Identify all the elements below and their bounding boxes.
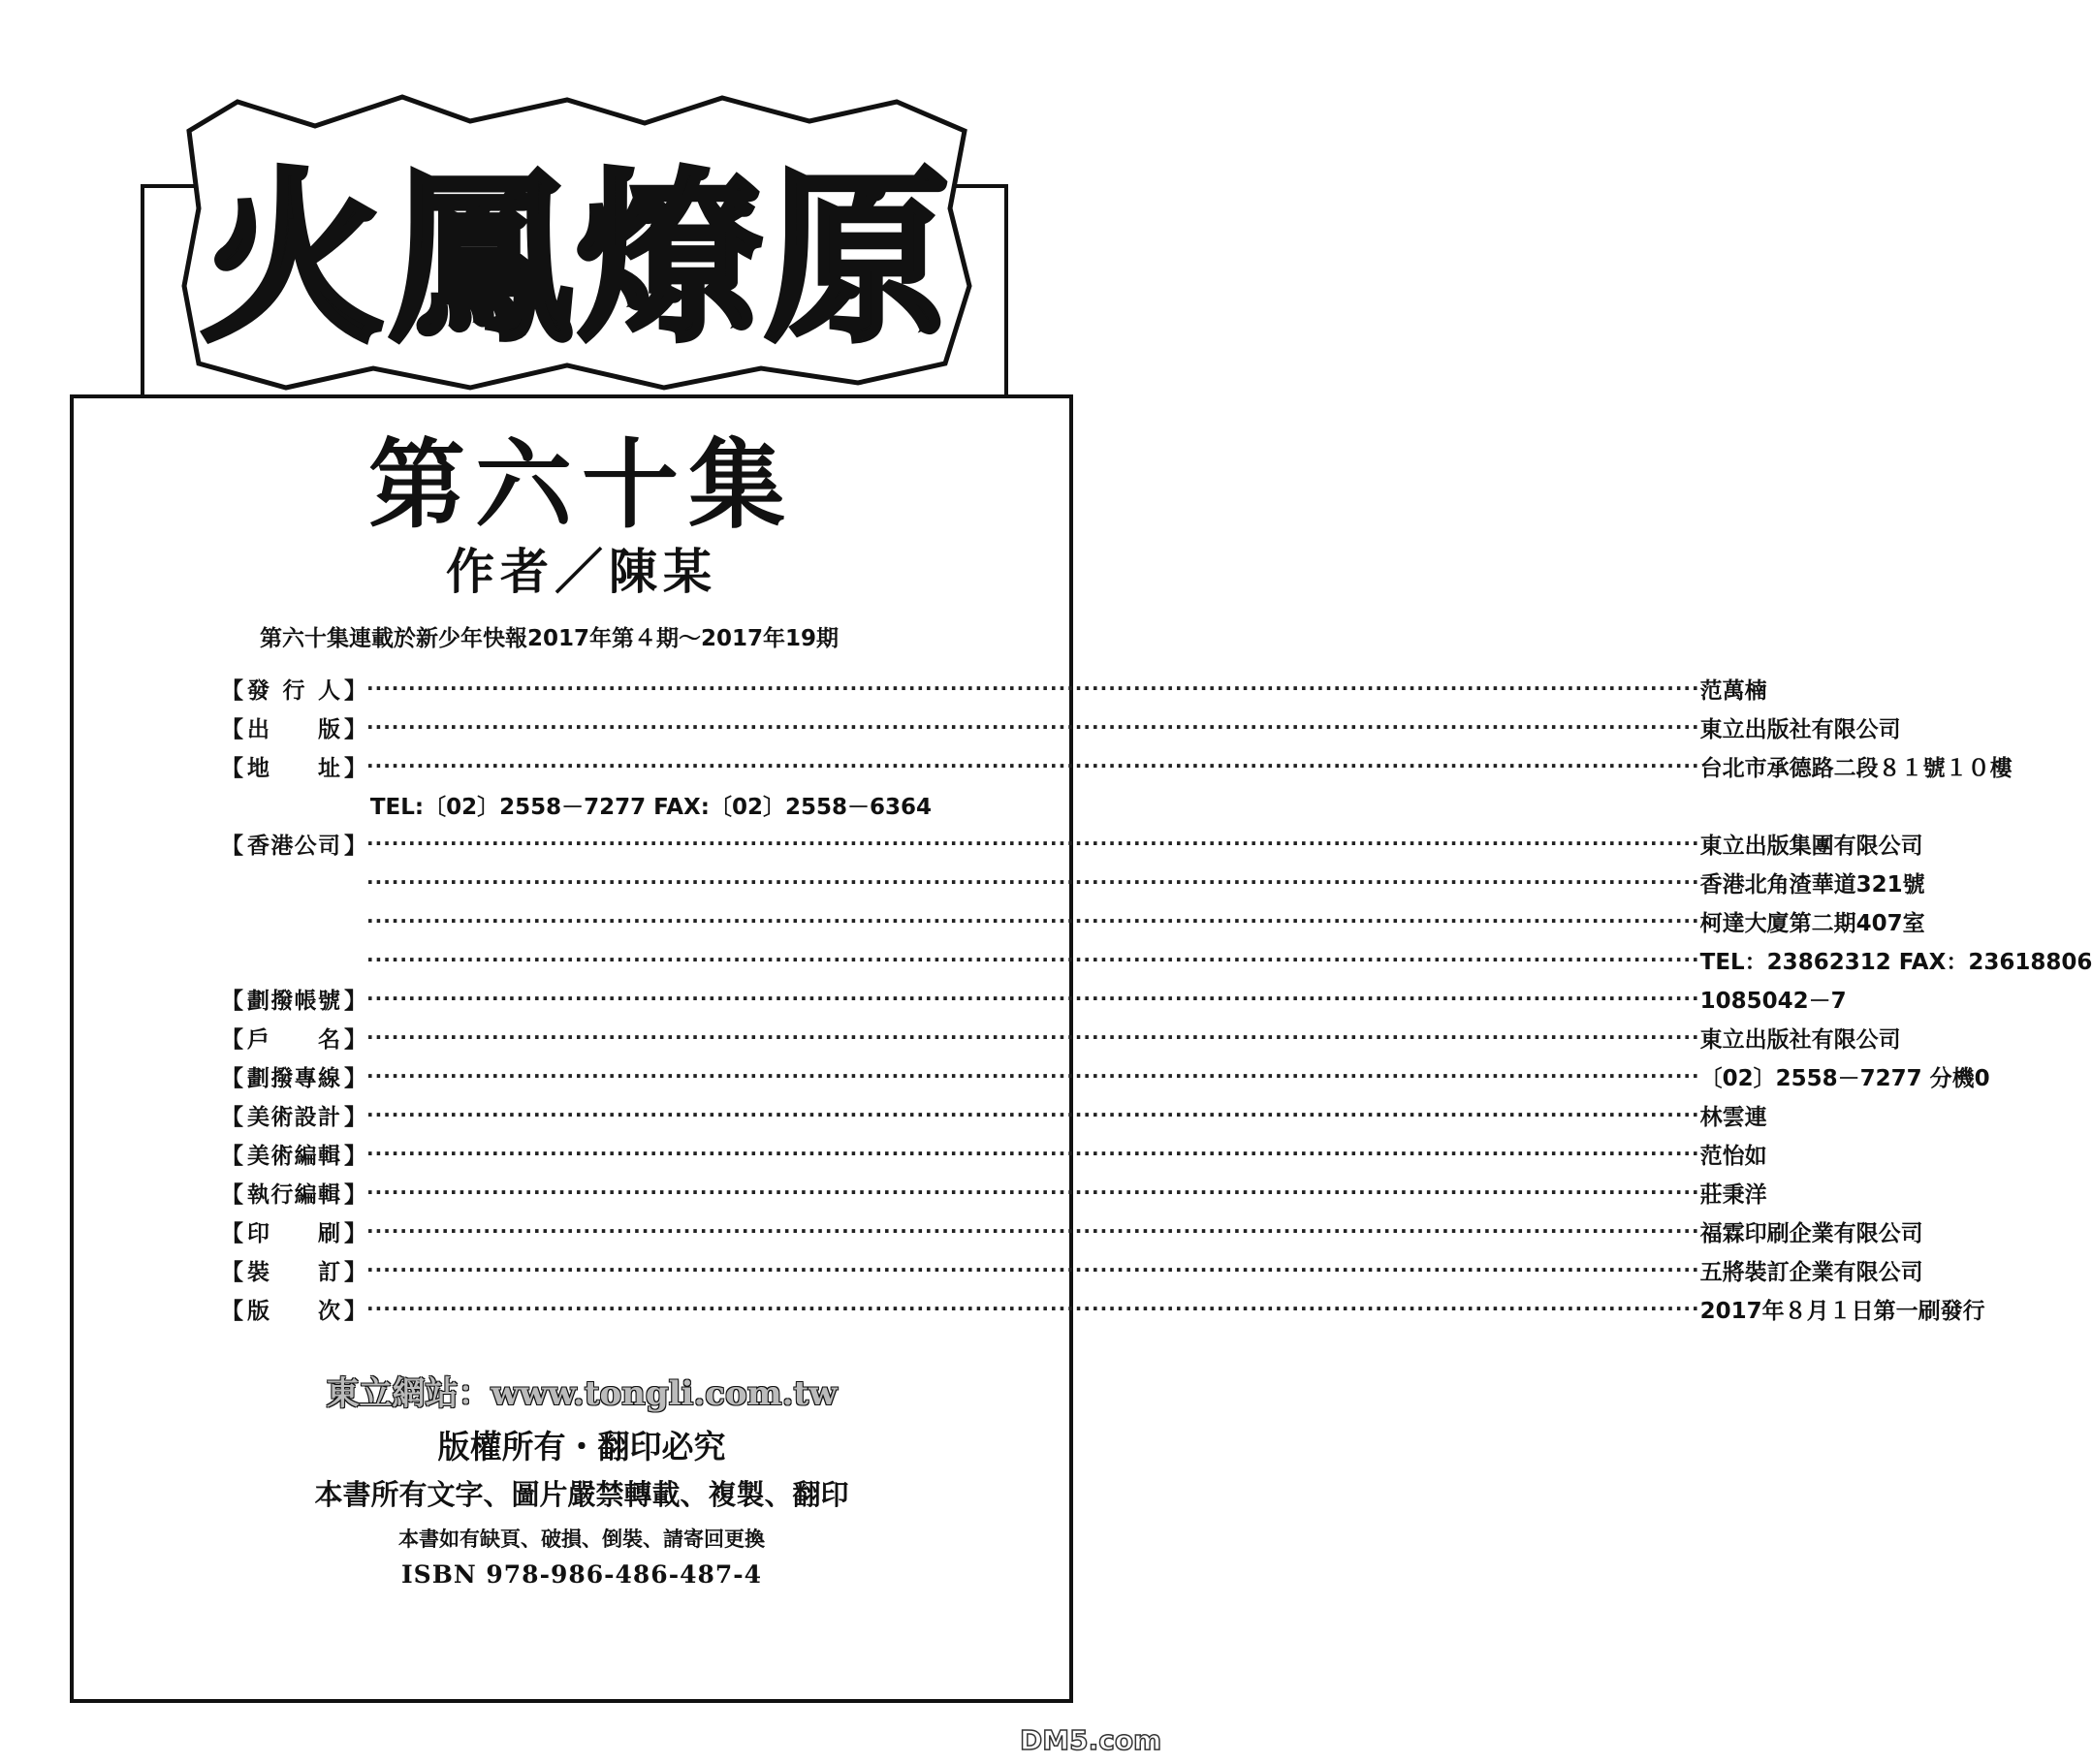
- imprint-label: 【 地 址 】: [221, 750, 366, 782]
- title-text: 火鳳燎原: [200, 152, 954, 366]
- imprint-label: 【 裝 訂 】: [221, 1254, 366, 1286]
- imprint-row: [221, 708, 1901, 746]
- author-line: 作者／陳某: [446, 544, 717, 600]
- imprint-value: 1085042－7: [1699, 988, 1847, 1014]
- imprint-label: 【 美 術 編 輯 】: [221, 1138, 366, 1170]
- title-logo: [179, 92, 974, 393]
- leader-dots: ································································································································································: [366, 1103, 1700, 1126]
- imprint-value: 福霖印刷企業有限公司: [1699, 1220, 1923, 1246]
- imprint-list: [221, 669, 2092, 1328]
- imprint-value: 柯達大廈第二期407室: [1699, 910, 1925, 936]
- reprint-notice: 本書所有文字、圖片嚴禁轉載、複製、翻印: [314, 1478, 849, 1511]
- replacement-notice: 本書如有缺頁、破損、倒裝、請寄回更換: [398, 1528, 765, 1551]
- imprint-row: [221, 1250, 1923, 1289]
- imprint-value: 莊秉洋: [1699, 1181, 1767, 1208]
- leader-dots: ································································································································································: [366, 1219, 1700, 1243]
- leader-dots: ································································································································································: [366, 1258, 1700, 1281]
- imprint-contact-line: TEL:〔02〕2558－7277 FAX:〔02〕2558－6364: [369, 794, 932, 820]
- imprint-label-text: 劃 撥 帳 號: [247, 988, 340, 1014]
- imprint-label-text: 版 次: [247, 1298, 340, 1324]
- imprint-label-text: 執 行 編 輯: [247, 1181, 340, 1208]
- imprint-label-text: 美 術 編 輯: [247, 1143, 340, 1169]
- website: [0, 1367, 1163, 1414]
- imprint-label-text: 裝 訂: [247, 1259, 340, 1285]
- imprint-label-text: 劃 撥 專 線: [247, 1065, 340, 1091]
- imprint-row: [221, 1173, 1767, 1212]
- volume-title: 第六十集: [368, 427, 795, 542]
- imprint-row: [221, 979, 1847, 1018]
- imprint-value: 范萬楠: [1699, 677, 1767, 704]
- leader-dots: ································································································································································: [366, 1142, 1700, 1165]
- imprint-value: TEL：23862312 FAX：23618806: [1699, 949, 2092, 975]
- leader-dots: ································································································································································: [366, 1064, 1700, 1087]
- imprint-row: [221, 1095, 1767, 1134]
- imprint-row: [221, 746, 2013, 785]
- imprint-row: [221, 863, 1925, 901]
- website-url: www.tongli.com.tw: [491, 1374, 838, 1413]
- leader-dots: ································································································································································: [366, 909, 1700, 932]
- imprint-row: [221, 1289, 1985, 1328]
- website-label: 東立網站：: [326, 1374, 491, 1413]
- imprint-label: 【 戶 名 】: [221, 1022, 366, 1054]
- imprint-value: 東立出版社有限公司: [1699, 716, 1901, 742]
- leader-dots: ································································································································································: [366, 1181, 1700, 1204]
- imprint-row: [221, 901, 1925, 940]
- imprint-label: 【 印 刷 】: [221, 1215, 366, 1247]
- leader-dots: ································································································································································: [366, 1025, 1700, 1049]
- imprint-label-text: 香 港 公 司: [247, 833, 340, 859]
- leader-dots: ································································································································································: [366, 870, 1700, 894]
- watermark-logo: [1018, 1720, 1162, 1759]
- imprint-label-text: 地 址: [247, 755, 340, 781]
- imprint-value: 東立出版集團有限公司: [1699, 833, 1923, 859]
- isbn: ISBN 978-986-486-487-4: [400, 1560, 763, 1589]
- leader-dots: ································································································································································: [366, 715, 1700, 739]
- imprint-label-text: 印 刷: [247, 1220, 340, 1246]
- imprint-value: 台北市承德路二段８１號１０樓: [1699, 755, 2013, 781]
- imprint-row: [221, 1212, 1923, 1250]
- imprint-row: [221, 669, 1767, 708]
- imprint-value: 香港北角渣華道321號: [1699, 871, 1925, 898]
- watermark-text: DM5.com: [1020, 1724, 1162, 1756]
- imprint-value: 五將裝訂企業有限公司: [1699, 1259, 1923, 1285]
- imprint-row: [221, 1018, 1901, 1056]
- imprint-label: 【 版 次 】: [221, 1293, 366, 1325]
- leader-dots: ································································································································································: [366, 677, 1700, 700]
- imprint-label-text: 發 行 人: [247, 677, 340, 704]
- imprint-value: 范怡如: [1699, 1143, 1767, 1169]
- serialization-note: 第六十集連載於新少年快報2017年第４期～2017年19期: [260, 626, 840, 651]
- leader-dots: ································································································································································: [366, 1297, 1700, 1320]
- imprint-row: [221, 1134, 1767, 1173]
- imprint-label-text: 美 術 設 計: [247, 1104, 340, 1130]
- imprint-label: 【 劃 撥 帳 號 】: [221, 983, 366, 1015]
- imprint-value: 林雲連: [1699, 1104, 1767, 1130]
- imprint-label: 【 美 術 設 計 】: [221, 1099, 366, 1131]
- imprint-label: 【 發 行 人 】: [221, 673, 366, 705]
- imprint-value: 〔02〕2558－7277 分機0: [1699, 1065, 1990, 1091]
- imprint-label-text: 戶 名: [247, 1026, 340, 1053]
- leader-dots: ································································································································································: [366, 948, 1700, 971]
- imprint-label-text: 出 版: [247, 716, 340, 742]
- imprint-label: 【 執 行 編 輯 】: [221, 1177, 366, 1209]
- imprint-value: 2017年８月１日第一刷發行: [1699, 1298, 1985, 1324]
- imprint-label: 【 香 港 公 司 】: [221, 828, 366, 860]
- imprint-row: [221, 940, 2092, 979]
- leader-dots: ································································································································································: [366, 987, 1700, 1010]
- leader-dots: ································································································································································: [366, 832, 1700, 855]
- imprint-label: 【 出 版 】: [221, 711, 366, 743]
- leader-dots: ································································································································································: [366, 754, 1700, 777]
- imprint-label: 【 劃 撥 專 線 】: [221, 1060, 366, 1092]
- imprint-row: [221, 824, 1923, 863]
- imprint-value: 東立出版社有限公司: [1699, 1026, 1901, 1053]
- imprint-row: [221, 1056, 1990, 1095]
- copyright: 版權所有・翻印必究: [437, 1428, 726, 1465]
